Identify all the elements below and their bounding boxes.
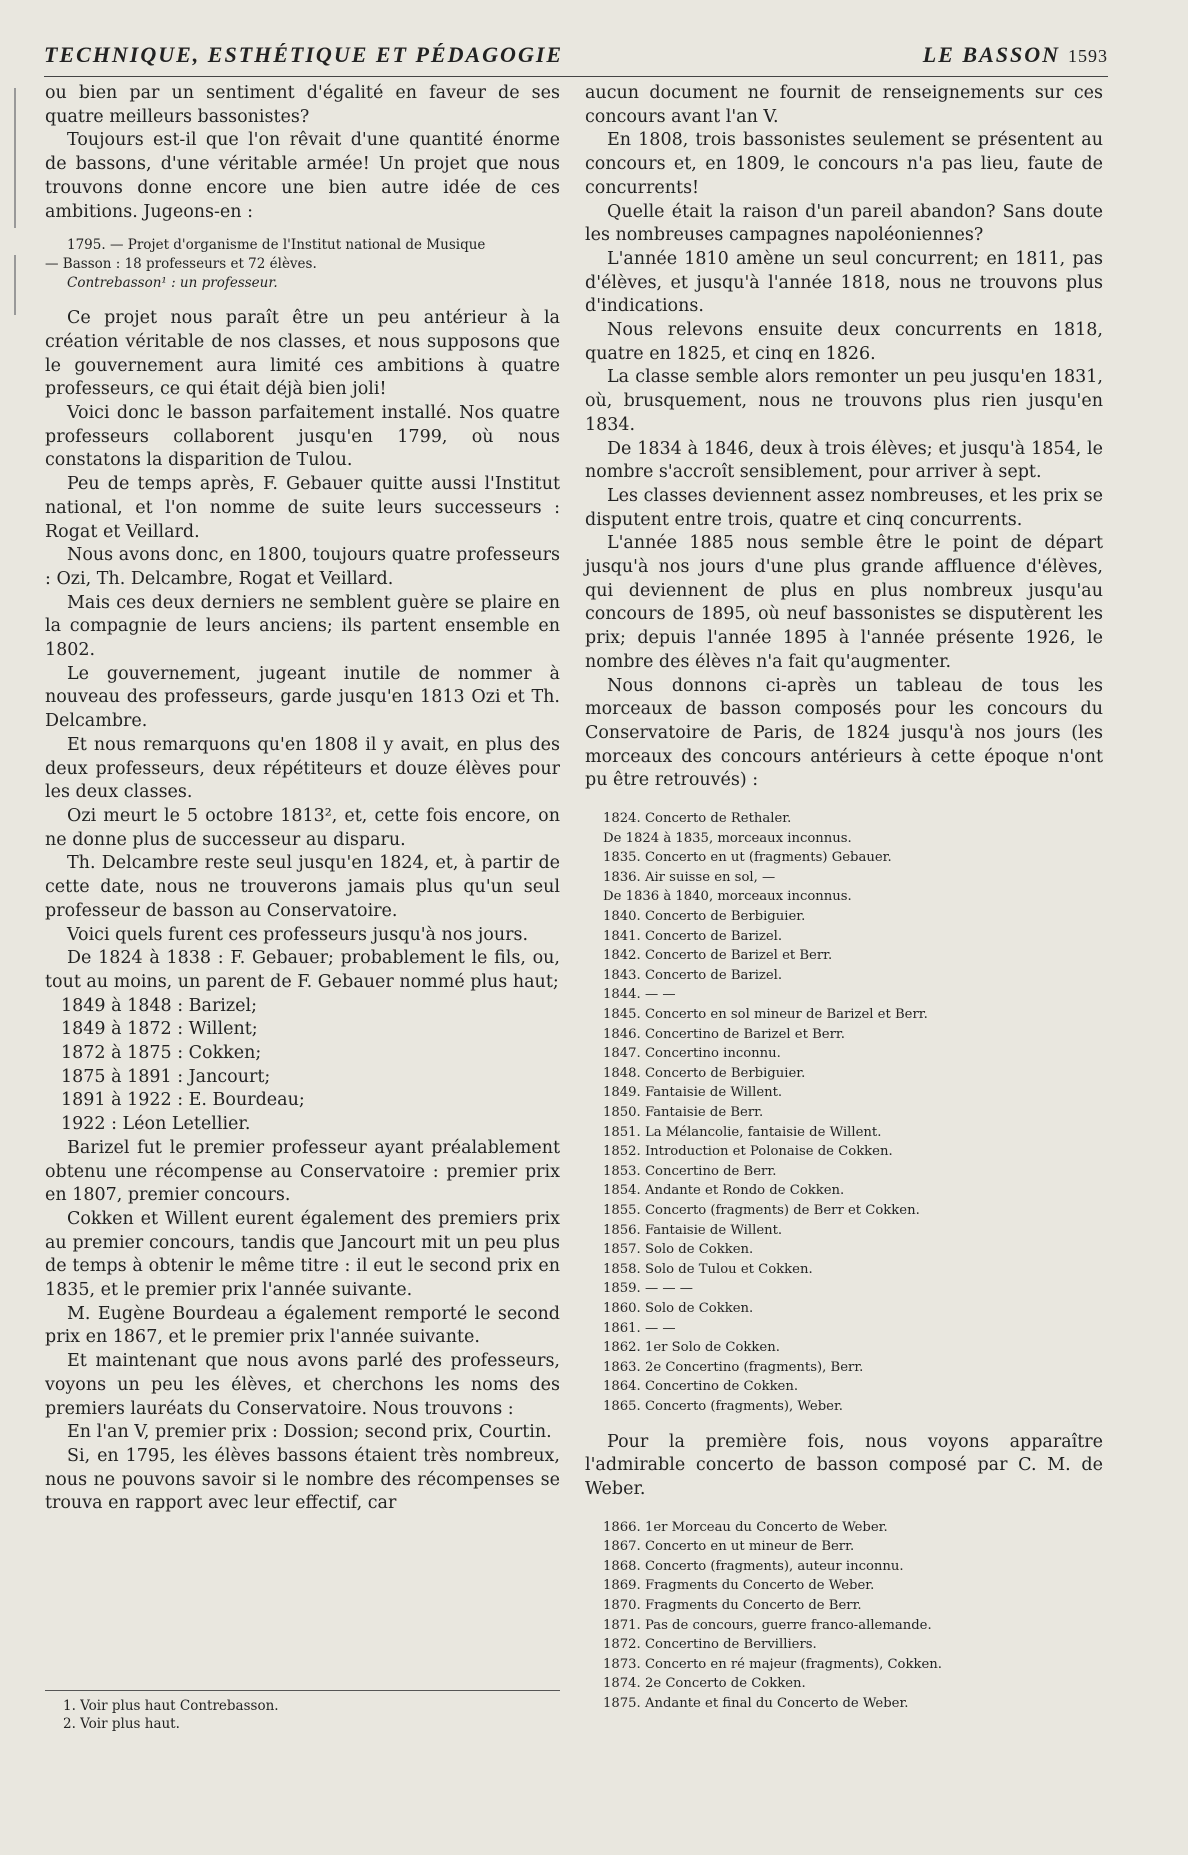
competition-pieces-list	[603, 1518, 1103, 1714]
catalog-entry: 1866. 1er Morceau du Concerto de Weber.	[603, 1519, 888, 1535]
margin-mark	[14, 88, 16, 228]
list-item: 1891 à 1922 : E. Bourdeau;	[61, 1090, 305, 1111]
catalog-entry: 1841. Concerto de Barizel.	[603, 928, 783, 944]
footnote: 1. Voir plus haut Contrebasson.	[63, 1698, 279, 1714]
catalog-entry: 1868. Concerto (fragments), auteur inconnu.	[603, 1558, 904, 1574]
catalog-entry: 1856. Fantaisie de Willent.	[603, 1222, 783, 1238]
catalog-entry: 1854. Andante et Rondo de Cokken.	[603, 1183, 845, 1199]
catalog-entry: 1840. Concerto de Berbiguier.	[603, 909, 806, 925]
paragraph: Th. Delcambre reste seul jusqu'en 1824, et, à partir de cette date, nous ne trouverons jamais plus qu'un seul professeur de basson au Conservatoire.	[45, 853, 560, 921]
paragraph: Barizel fut le premier professeur ayant préalablement obtenu une récompense au Conservatoire : premier prix en 1807, premier concours.	[45, 1137, 560, 1206]
catalog-entry: 1858. Solo de Tulou et Cokken.	[603, 1261, 813, 1277]
catalog-entry: 1865. Concerto (fragments), Weber.	[603, 1398, 843, 1414]
catalog-entry: 1849. Fantaisie de Willent.	[603, 1085, 783, 1101]
paragraph: M. Eugène Bourdeau a également remporté le second prix en 1867, et le premier prix l'année suivante.	[45, 1303, 560, 1348]
paragraph: Peu de temps après, F. Gebauer quitte aussi l'Institut national, et l'on nomme de suite leurs successeurs : Rogat et Veillard.	[45, 474, 560, 542]
paragraph: L'année 1885 nous semble être le point de départ jusqu'à nos jours d'une plus grande affluence d'élèves, qui deviennent de plus en plus nombreux jusqu'au concours de 1895, où neuf bassonistes se disputèrent les prix; depuis l'année 1895 à l'année présente 1926, le nombre des élèves n'a fait qu'augmenter.	[585, 533, 1103, 672]
catalog-entry: 1843. Concerto de Barizel.	[603, 967, 783, 983]
paragraph: ou bien par un sentiment d'égalité en faveur de ses quatre meilleurs bassonistes?	[45, 83, 560, 127]
margin-mark	[14, 255, 16, 315]
catalog-entry: 1861. — —	[603, 1320, 676, 1336]
header-chapter-name: LE BASSON	[922, 42, 1060, 67]
catalog-entry: 1851. La Mélancolie, fantaisie de Willent.	[603, 1124, 882, 1140]
catalog-entry: 1845. Concerto en sol mineur de Barizel et Berr.	[603, 1007, 928, 1023]
catalog-entry: De 1824 à 1835, morceaux inconnus.	[603, 830, 852, 846]
catalog-entry: 1864. Concertino de Cokken.	[603, 1379, 799, 1395]
footnote: 2. Voir plus haut.	[63, 1716, 180, 1732]
running-header	[44, 40, 1108, 77]
list-item: 1849 à 1872 : Willent;	[61, 1019, 258, 1040]
paragraph: La classe semble alors remonter un peu jusqu'en 1831, où, brusquement, nous ne trouvons plus rien jusqu'en 1834.	[585, 367, 1103, 435]
header-chapter-title	[923, 42, 1108, 68]
list-item: 1922 : Léon Letellier.	[61, 1114, 251, 1135]
paragraph: Voici donc le basson parfaitement installé. Nos quatre professeurs collaborent jusqu'en 1799, où nous constatons la disparition de Tulou.	[45, 403, 560, 471]
catalog-entry: 1835. Concerto en ut (fragments) Gebauer.	[603, 850, 892, 866]
catalog-entry: 1855. Concerto (fragments) de Berr et Cokken.	[603, 1202, 920, 1218]
catalog-entry: 1874. 2e Concerto de Cokken.	[603, 1676, 806, 1692]
paragraph: Pour la première fois, nous voyons apparaître l'admirable concerto de basson composé par C. M. de Weber.	[585, 1431, 1103, 1499]
catalog-entry: 1859. — — —	[603, 1281, 693, 1297]
paragraph: Ce projet nous paraît être un peu antérieur à la création véritable de nos classes, et nous supposons que le gouvernement aura limité ces ambitions à quatre professeurs, ce qui était déjà bien joli!	[45, 308, 560, 400]
catalog-entry: 1860. Solo de Cokken.	[603, 1300, 754, 1316]
catalog-entry: 1842. Concerto de Barizel et Berr.	[603, 948, 833, 964]
paragraph: Mais ces deux derniers ne semblent guère se plaire en la compagnie de leurs anciens; ils partent ensemble en 1802.	[45, 592, 560, 661]
paragraph: Toujours est-il que l'on rêvait d'une quantité énorme de bassons, d'une véritable armée! Un projet que nous trouvons donne encore une bien autre idée de ces ambitions. Jugeons-en :	[45, 130, 560, 222]
page-number: 1593	[1068, 46, 1108, 66]
catalog-entry: 1862. 1er Solo de Cokken.	[603, 1340, 780, 1356]
paragraph: Quelle était la raison d'un pareil abandon? Sans doute les nombreuses campagnes napoléoniennes?	[585, 201, 1103, 246]
right-column	[585, 82, 1103, 1728]
professor-list	[45, 995, 560, 1137]
footnotes	[45, 1690, 560, 1733]
catalog-entry: 1863. 2e Concertino (fragments), Berr.	[603, 1359, 864, 1375]
paragraph: De 1824 à 1838 : F. Gebauer; probablement le fils, ou, tout au moins, un parent de F. Gebauer nommé plus haut;	[45, 948, 560, 992]
paragraph: Si, en 1795, les élèves bassons étaient très nombreux, nous ne pouvons savoir si le nombre des récompenses se trouva en rapport avec leur effectif, car	[45, 1445, 560, 1514]
paragraph: Nous donnons ci-après un tableau de tous les morceaux de basson composés pour les concours du Conservatoire de Paris, de 1824 jusqu'à nos jours (les morceaux des concours antérieurs à cette époque n'ont pu être retrouvés) :	[585, 675, 1103, 791]
paragraph: Nous relevons ensuite deux concurrents en 1818, quatre en 1825, et cinq en 1826.	[585, 320, 1103, 364]
catalog-entry: 1870. Fragments du Concerto de Berr.	[603, 1597, 862, 1613]
list-item: 1875 à 1891 : Jancourt;	[61, 1066, 271, 1087]
left-column	[45, 82, 560, 1516]
paragraph: En 1808, trois bassonistes seulement se présentent au concours et, en 1809, le concours n'a pas lieu, faute de concurrents!	[585, 130, 1103, 198]
catalog-entry: 1847. Concertino inconnu.	[603, 1046, 781, 1062]
paragraph: L'année 1810 amène un seul concurrent; en 1811, pas d'élèves, et jusqu'à l'année 1818, nous ne trouvons plus d'indications.	[585, 248, 1103, 317]
catalog-entry: 1824. Concerto de Rethaler.	[603, 811, 792, 827]
catalog-entry: 1873. Concerto en ré majeur (fragments), Cokken.	[603, 1656, 942, 1672]
paragraph: De 1834 à 1846, deux à trois élèves; et jusqu'à 1854, le nombre s'accroît sensiblement, pour arriver à sept.	[585, 438, 1103, 483]
catalog-entry: 1857. Solo de Cokken.	[603, 1242, 754, 1258]
citation-line: 1795. — Projet d'organisme de l'Institut national de Musique	[67, 237, 486, 254]
citation-line: — Basson : 18 professeurs et 72 élèves.	[45, 256, 317, 273]
catalog-entry: 1852. Introduction et Polonaise de Cokken.	[603, 1144, 893, 1160]
header-section-title: TECHNIQUE, ESTHÉTIQUE ET PÉDAGOGIE	[44, 42, 564, 67]
catalog-entry: 1875. Andante et final du Concerto de Weber.	[603, 1695, 909, 1711]
paragraph: En l'an V, premier prix : Dossion; second prix, Courtin.	[67, 1422, 552, 1443]
catalog-entry: 1871. Pas de concours, guerre franco-allemande.	[603, 1617, 932, 1633]
paragraph: Et maintenant que nous avons parlé des professeurs, voyons un peu les élèves, et cherchons les noms des premiers lauréats du Conservatoire. Nous trouvons :	[45, 1351, 560, 1419]
catalog-entry: De 1836 à 1840, morceaux inconnus.	[603, 889, 852, 905]
paragraph: Cokken et Willent eurent également des premiers prix au premier concours, tandis que Jancourt mit un peu plus de temps à obtenir le même titre : il eut le second prix en 1835, et le premier prix l'année suivante.	[45, 1208, 560, 1301]
paragraph: aucun document ne fournit de renseignements sur ces concours avant l'an V.	[585, 83, 1103, 127]
paragraph: Ozi meurt le 5 octobre 1813², et, cette fois encore, on ne donne plus de successeur au disparu.	[45, 805, 560, 850]
catalog-entry: 1872. Concertino de Bervilliers.	[603, 1637, 817, 1653]
paragraph: Et nous remarquons qu'en 1808 il y avait, en plus des deux professeurs, deux répétiteurs et douze élèves pour les deux classes.	[45, 734, 560, 803]
catalog-entry: 1867. Concerto en ut mineur de Berr.	[603, 1539, 855, 1555]
catalog-entry: 1848. Concerto de Berbiguier.	[603, 1065, 806, 1081]
catalog-entry: 1844. — —	[603, 987, 676, 1003]
catalog-entry: 1850. Fantaisie de Berr.	[603, 1105, 764, 1120]
catalog-entry: 1836. Air suisse en sol, —	[603, 869, 776, 885]
paragraph: Nous avons donc, en 1800, toujours quatre professeurs : Ozi, Th. Delcambre, Rogat et Veillard.	[45, 545, 560, 589]
paragraph: Voici quels furent ces professeurs jusqu'à nos jours.	[67, 924, 529, 945]
paragraph: Le gouvernement, jugeant inutile de nommer à nouveau des professeurs, garde jusqu'en 1813 Ozi et Th. Delcambre.	[45, 663, 560, 732]
archive-citation	[45, 236, 560, 293]
catalog-entry: 1846. Concertino de Barizel et Berr.	[603, 1026, 845, 1042]
paragraph: Les classes deviennent assez nombreuses, et les prix se disputent entre trois, quatre et cinq concurrents.	[585, 485, 1103, 530]
citation-line: Contrebasson¹ : un professeur.	[67, 275, 278, 292]
catalog-entry: 1853. Concertino de Berr.	[603, 1163, 777, 1179]
catalog-entry: 1869. Fragments du Concerto de Weber.	[603, 1578, 875, 1594]
list-item: 1849 à 1848 : Barizel;	[61, 995, 257, 1016]
competition-pieces-list	[603, 809, 1103, 1416]
list-item: 1872 à 1875 : Cokken;	[61, 1043, 262, 1064]
